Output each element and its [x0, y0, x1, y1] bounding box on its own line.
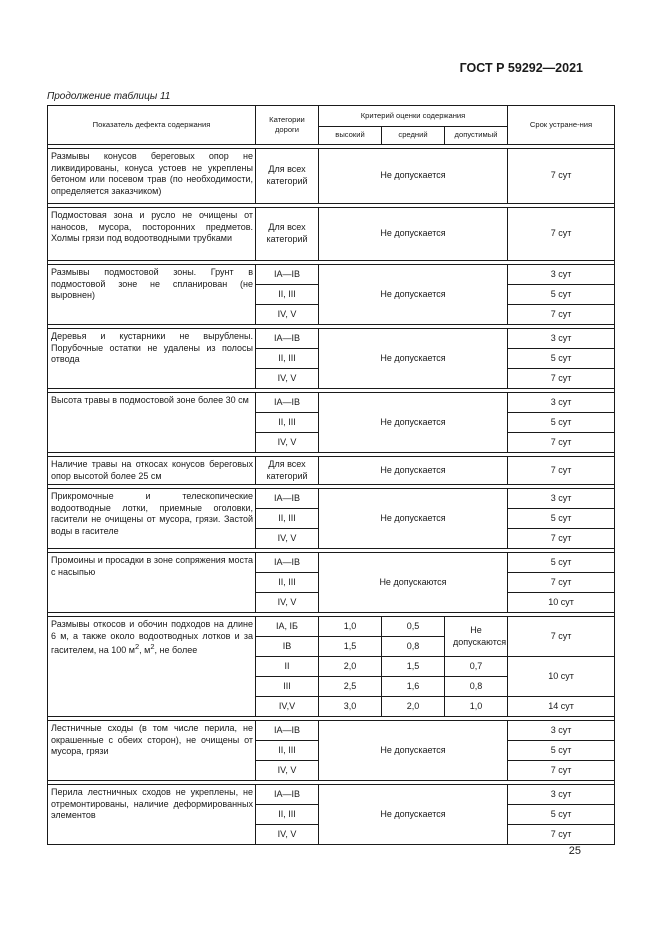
term-cell: 3 сут [508, 785, 615, 805]
table-row [48, 785, 615, 805]
category-cell: II, III [256, 741, 319, 761]
category-cell: Для всех категорий [256, 149, 319, 204]
medium-value: 2,0 [382, 697, 445, 717]
category-cell: III [256, 677, 319, 697]
table-row [48, 553, 615, 573]
category-cell: II, III [256, 285, 319, 305]
category-cell: IV, V [256, 529, 319, 549]
category-cell: II, III [256, 805, 319, 825]
term-cell: 3 сут [508, 489, 615, 509]
table-caption: Продолжение таблицы 11 [47, 91, 171, 102]
defect-cell: Размывы подмостовой зоны. Грунт в подмостовой зоне не спланирован (не выровнен) [48, 265, 256, 325]
header-term: Срок устране-ния [508, 106, 615, 145]
category-cell: IV, V [256, 593, 319, 613]
table-row [48, 149, 615, 204]
high-value: 2,0 [319, 657, 382, 677]
high-value: 1,5 [319, 637, 382, 657]
verdict-cell: Не допускается [319, 457, 508, 485]
term-cell: 10 сут [508, 593, 615, 613]
high-value: 2,5 [319, 677, 382, 697]
category-cell: Для всех категорий [256, 457, 319, 485]
verdict-cell: Не допускается [319, 149, 508, 204]
category-cell: IA—IB [256, 721, 319, 741]
acceptable-value: 1,0 [445, 697, 508, 717]
term-cell: 5 сут [508, 349, 615, 369]
defects-table [47, 105, 615, 845]
defect-cell: Лестничные сходы (в том числе перила, не окрашенные с обеих сторон), не очищены от мусора, грязи [48, 721, 256, 781]
header-category: Категории дороги [256, 106, 319, 145]
term-cell: 7 сут [508, 617, 615, 657]
defect-cell: Размывы конусов береговых опор не ликвидированы, конуса устоев не укреплены бетоном или посевом трав (по необходимости, определяется заказчиком) [48, 149, 256, 204]
defect-cell: Деревья и кустарники не вырублены. Порубочные остатки не удалены из полосы отвода [48, 329, 256, 389]
category-cell: IV, V [256, 825, 319, 845]
medium-value: 1,6 [382, 677, 445, 697]
page-number: 25 [568, 845, 581, 857]
medium-value: 0,8 [382, 637, 445, 657]
category-cell: II, III [256, 573, 319, 593]
table-row [48, 329, 615, 349]
acceptable-value: Не допускаются [445, 617, 508, 657]
category-cell: IA—IB [256, 553, 319, 573]
term-cell: 5 сут [508, 553, 615, 573]
term-cell: 7 сут [508, 761, 615, 781]
term-cell: 7 сут [508, 825, 615, 845]
verdict-cell: Не допускается [319, 721, 508, 781]
term-cell: 14 сут [508, 697, 615, 717]
high-value: 1,0 [319, 617, 382, 637]
header-acceptable: допустимый [445, 127, 508, 145]
header-criteria: Критерий оценки содержания [319, 106, 508, 127]
medium-value: 1,5 [382, 657, 445, 677]
term-cell: 7 сут [508, 369, 615, 389]
category-cell: IV, V [256, 305, 319, 325]
term-cell: 3 сут [508, 721, 615, 741]
verdict-cell: Не допускается [319, 265, 508, 325]
defect-cell [48, 617, 256, 717]
verdict-cell: Не допускается [319, 785, 508, 845]
category-cell: II, III [256, 349, 319, 369]
table-row [48, 457, 615, 485]
term-cell: 10 сут [508, 657, 615, 697]
category-cell: II, III [256, 413, 319, 433]
acceptable-value: 0,7 [445, 657, 508, 677]
term-cell: 5 сут [508, 413, 615, 433]
term-cell: 5 сут [508, 509, 615, 529]
defect-cell: Перила лестничных сходов не укреплены, не отремонтированы, наличие деформированных элементов [48, 785, 256, 845]
category-cell: IA—IB [256, 489, 319, 509]
term-cell: 7 сут [508, 529, 615, 549]
term-cell: 5 сут [508, 805, 615, 825]
category-cell: IV,V [256, 697, 319, 717]
term-cell: 3 сут [508, 393, 615, 413]
verdict-cell: Не допускается [319, 208, 508, 261]
defect-text: , м [139, 645, 151, 656]
header-defect: Показатель дефекта содержания [48, 106, 256, 145]
verdict-cell: Не допускается [319, 393, 508, 453]
term-cell: 7 сут [508, 208, 615, 261]
term-cell: 7 сут [508, 305, 615, 325]
term-cell: 5 сут [508, 285, 615, 305]
defect-cell: Подмостовая зона и русло не очищены от наносов, мусора, посторонних предметов. Холмы грязи под водоотводными трубками [48, 208, 256, 261]
header-high: высокий [319, 127, 382, 145]
term-cell: 7 сут [508, 573, 615, 593]
category-cell: II, III [256, 509, 319, 529]
term-cell: 3 сут [508, 265, 615, 285]
table-row [48, 489, 615, 509]
table-row [48, 265, 615, 285]
category-cell: IV, V [256, 761, 319, 781]
category-cell: II [256, 657, 319, 677]
term-cell: 3 сут [508, 329, 615, 349]
category-cell: IA, IБ [256, 617, 319, 637]
category-cell: IV, V [256, 369, 319, 389]
document-code: ГОСТ Р 59292—2021 [459, 61, 583, 75]
category-cell: IB [256, 637, 319, 657]
verdict-cell: Не допускается [319, 489, 508, 549]
category-cell: IA—IB [256, 329, 319, 349]
defect-cell: Высота травы в подмостовой зоне более 30 см [48, 393, 256, 453]
table-row [48, 721, 615, 741]
category-cell: IA—IB [256, 785, 319, 805]
verdict-cell: Не допускается [319, 329, 508, 389]
medium-value: 0,5 [382, 617, 445, 637]
acceptable-value: 0,8 [445, 677, 508, 697]
term-cell: 5 сут [508, 741, 615, 761]
term-cell: 7 сут [508, 149, 615, 204]
table-row [48, 617, 615, 637]
table-row [48, 393, 615, 413]
defect-text: , не более [154, 645, 198, 656]
table-row [48, 208, 615, 261]
defect-cell: Прикромочные и телескопические водоотводные лотки, приемные оголовки, гасители не очищены от мусора, грязи. Застой воды в гасителе [48, 489, 256, 549]
category-cell: IV, V [256, 433, 319, 453]
defect-cell: Промоины и просадки в зоне сопряжения моста с насыпью [48, 553, 256, 613]
defect-text: Размывы откосов и обочин подходов на длине 6 м, а также около водоотводных лотков и за гасителем, на 100 м [51, 619, 253, 656]
header-medium: средний [382, 127, 445, 145]
defect-sup: 2 [134, 642, 140, 652]
high-value: 3,0 [319, 697, 382, 717]
defect-cell: Наличие травы на откосах конусов береговых опор высотой более 25 см [48, 457, 256, 485]
category-cell: IA—IB [256, 265, 319, 285]
term-cell: 7 сут [508, 433, 615, 453]
category-cell: IA—IB [256, 393, 319, 413]
defect-sup: 2 [150, 642, 155, 652]
category-cell: Для всех категорий [256, 208, 319, 261]
term-cell: 7 сут [508, 457, 615, 485]
verdict-cell: Не допускаются [319, 553, 508, 613]
